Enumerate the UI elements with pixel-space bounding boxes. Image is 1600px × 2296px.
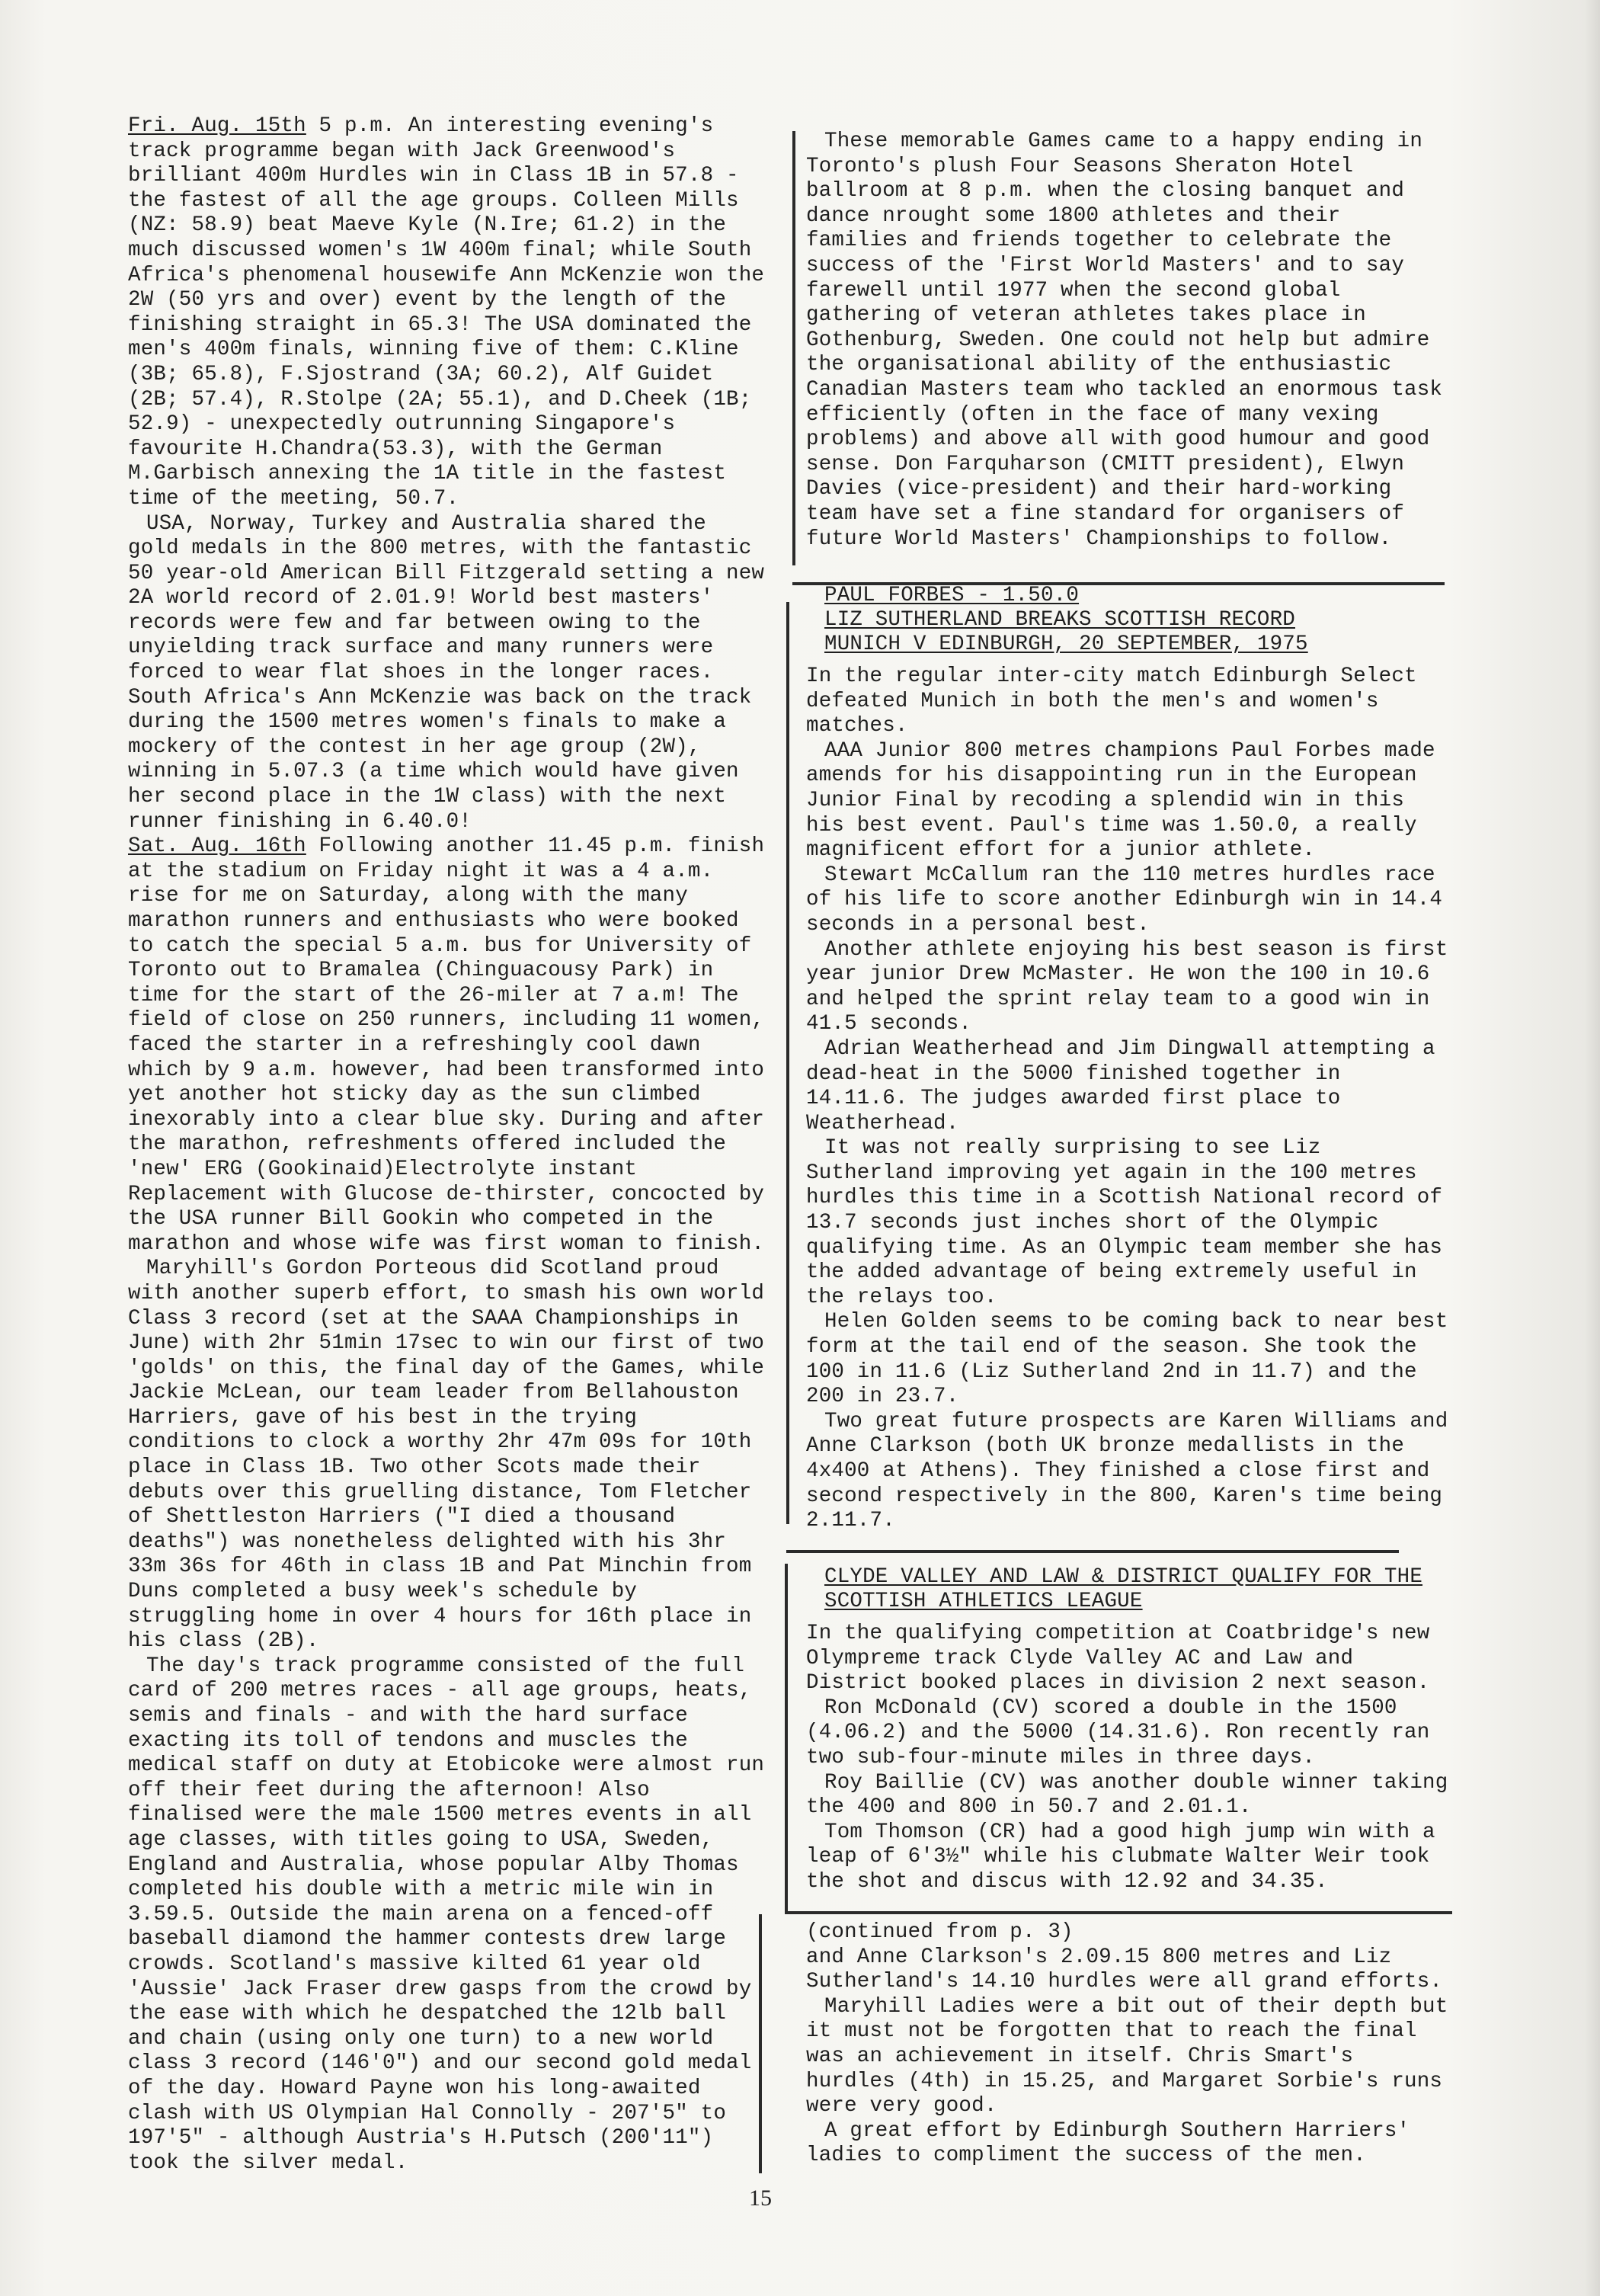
paragraph: USA, Norway, Turkey and Australia shared the gold medals in the 800 metres, with the fantastic 50 year-old American Bill Fitzgerald setting a new 2A world record of 2.01.9! World best masters' records were few and far between owing to the unyielding track surface and many runners were forced to wear flat shoes in the longer races. South Africa's Ann McKenzie was back on the track during the 1500 metres women's finals to make a mockery of the contest in her age group (2W), winning in 5.07.3 (a time which would have given her second place in the 1W class) with the next runner finishing in 6.40.0! [128,511,765,834]
article-headline: LIZ SUTHERLAND BREAKS SCOTTISH RECORD [824,608,1295,632]
clyde-valley-article [806,1565,1452,1895]
paragraph: A great effort by Edinburgh Southern Harriers' ladies to compliment the success of the men. [806,2118,1410,2168]
munich-edinburgh-article [806,584,1452,1534]
paragraph: Adrian Weatherhead and Jim Dingwall attempting a dead-heat in the 5000 finished together in 14.11.6. The judges awarded first place to Weatherhead. [806,1036,1435,1135]
paragraph: Another athlete enjoying his best season is first year junior Drew McMaster. He won the 100 in 10.6 and helped the sprint relay team to a good win in 41.5 seconds. [806,937,1448,1036]
paragraph: Tom Thomson (CR) had a good high jump win with a leap of 6'3½" while his clubmate Walter Weir took the shot and discus with 12.92 and 34.35. [806,1820,1435,1894]
column-divider [785,1564,788,1914]
paragraph [128,114,768,512]
article-headline: PAUL FORBES - 1.50.0 [824,584,1080,607]
left-column [128,114,768,2176]
column-divider [759,1914,762,2173]
paragraph: Two great future prospects are Karen Williams and Anne Clarkson (both UK bronze medallists in the 4x400 at Athens). They finished a close first and second respectively in the 800, Karen's time being 2.11.7. [806,1409,1448,1533]
paragraph: Helen Golden seems to be coming back to near best form at the tail end of the season. She took the 100 in 11.6 (Liz Sutherland 2nd in 11.7) and the 200 in 23.7. [806,1310,1448,1409]
paragraph: In the qualifying competition at Coatbridge's new Olympreme track Clyde Valley AC and Law and District booked places in division 2 next season. [806,1622,1430,1696]
paragraph: Roy Baillie (CV) was another double winner taking the 400 and 800 in 50.7 and 2.01.1. [806,1770,1448,1820]
date-heading: Fri. Aug. 15th [128,114,306,138]
paragraph: Maryhill Ladies were a bit out of their depth but it must not be forgotten that to reach the final was an achievement in itself. Chris Smart's hurdles (4th) in 15.25, and Margaret Sorbie's runs were very good. [806,1994,1448,2118]
paragraph: It was not really surprising to see Liz Sutherland improving yet again in the 100 metres hurdles this time in a Scottish National record of 13.7 seconds just inches short of the Olympic qualifying time. As an Olympic team member she has the added advantage of being extremely useful in the relays too. [806,1136,1443,1309]
section-divider [785,1911,1452,1914]
paragraph: In the regular inter-city match Edinburgh Select defeated Munich in both the men's and women's matches. [806,664,1417,738]
date-heading: Sat. Aug. 16th [128,834,306,859]
paragraph: These memorable Games came to a happy ending in Toronto's plush Four Seasons Sheraton Hotel ballroom at 8 p.m. when the closing banquet and dance nrought some 1800 athletes and their families and friends together to celebrate the success of the 'First World Masters' and to say farewell until 1977 when the second global gathering of veteran athletes takes place in Gothenburg, Sweden. One could not help but admire the organisational ability of the enthusiastic Canadian Masters team who tackled an enormous task efficiently (often in the face of many vexing problems) and above all with good humour and good sense. Don Farquharson (CMITT president), Elwyn Davies (vice-president) and their hard-working team have set a fine standard for organisers of future World Masters' Championships to follow. [806,130,1443,551]
paragraph [128,834,768,1257]
paragraph-text: Following another 11.45 p.m. finish at the stadium on Friday night it was a 4 a.m. rise for me on Saturday, along with the many marathon runners and enthusiasts who were booked to catch the special 5 a.m. bus for University of Toronto out to Bramalea (Chinguacousy Park) in time for the start of the 26-miler at 7 a.m! The field of close on 250 runners, including 11 women, faced the starter in a refreshingly cool dawn which by 9 a.m. however, had been transformed into yet another hot sticky day as the sun climbed inexorably into a clear blue sky. During and after the marathon, refreshments offered included the 'new' ERG (Gookinaid)Electrolyte instant Replacement with Glucose de-thirster, concocted by the USA runner Bill Gookin who competed in the marathon and whose wife was first woman to finish. [128,834,765,1256]
paragraph: AAA Junior 800 metres champions Paul Forbes made amends for his disappointing run in the European Junior Final by recoding a splendid win in this his best event. Paul's time was 1.50.0, a really magnificent effort for a junior athlete. [806,738,1435,863]
page-number: 15 [749,2186,772,2211]
section-divider [786,1550,1399,1553]
article-headline: MUNICH V EDINBURGH, 20 SEPTEMBER, 1975 [824,632,1308,656]
paragraph: Stewart McCallum ran the 110 metres hurdles race of his life to score another Edinburgh win in 14.4 seconds in a personal best. [806,863,1443,937]
paragraph-text: 5 p.m. An interesting evening's track programme began with Jack Greenwood's brilliant 400m Hurdles win in Class 1B in 57.8 - the fastest of all the age groups. Colleen Mills (NZ: 58.9) beat Maeve Kyle (N.Ire; 61.2) in the much discussed women's 1W 400m final; while South Africa's phenomenal housewife Ann McKenzie won the 2W (50 yrs and over) event by the length of the finishing straight in 65.3! The USA dominated the men's 400m finals, winning five of them: C.Kline (3B; 65.8), F.Sjostrand (3A; 60.2), Alf Guidet (2B; 57.4), R.Stolpe (2A; 55.1), and D.Cheek (1B; 52.9) - unexpectedly outrunning Singapore's favourite H.Chandra(53.3), with the German M.Garbisch annexing the 1A title in the fastest time of the meeting, 50.7. [128,114,765,511]
masters-closing-article [806,130,1452,552]
continued-article [806,1920,1452,2169]
article-headline: CLYDE VALLEY AND LAW & DISTRICT QUALIFY FOR THE [824,1565,1423,1589]
paragraph: and Anne Clarkson's 2.09.15 800 metres and Liz Sutherland's 14.10 hurdles were all grand efforts. [806,1945,1443,1994]
column-divider [792,131,795,565]
paragraph: The day's track programme consisted of the full card of 200 metres races - all age groups, heats, semis and finals - and with the hard surface exacting its toll of tendons and muscles the medical staff on duty at Etobicoke were almost run off their feet during the afternoon! Also finalised were the male 1500 metres events in all age classes, with titles going to USA, Sweden, England and Australia, whose popular Alby Thomas completed his double with a metric mile win in 3.59.5. Outside the main arena on a fenced-off baseball diamond the hammer contests drew large crowds. Scotland's massive kilted 61 year old 'Aussie' Jack Fraser drew gasps from the crowd by the ease with which he despatched the 12lb ball and chain (using only one turn) to a new world class 3 record (146'0") and our second gold medal of the day. Howard Payne won his long-awaited clash with US Olympian Hal Connolly - 207'5" to 197'5" - although Austria's H.Putsch (200'11") took the silver medal. [128,1654,765,2175]
column-divider [786,602,789,1524]
paragraph: Maryhill's Gordon Porteous did Scotland proud with another superb effort, to smash his own world Class 3 record (set at the SAAA Championships in June) with 2hr 51min 17sec to win our first of two 'golds' on this, the final day of the Games, while Jackie McLean, our team leader from Bellahouston Harriers, gave of his best in the trying conditions to clock a worthy 2hr 47m 09s for 10th place in Class 1B. Two other Scots made their debuts over this gruelling distance, Tom Fletcher of Shettleston Harriers ("I died a thousand deaths") was nonetheless delighted with his 3hr 33m 36s for 46th in class 1B and Pat Minchin from Duns completed a busy week's schedule by struggling home in over 4 hours for 16th place in his class (2B). [128,1257,765,1654]
paragraph: Ron McDonald (CV) scored a double in the 1500 (4.06.2) and the 5000 (14.31.6). Ron recently ran two sub-four-minute miles in three days. [806,1696,1430,1769]
article-headline: SCOTTISH ATHLETICS LEAGUE [824,1590,1143,1613]
continuation-note: (continued from p. 3) [806,1920,1074,1944]
